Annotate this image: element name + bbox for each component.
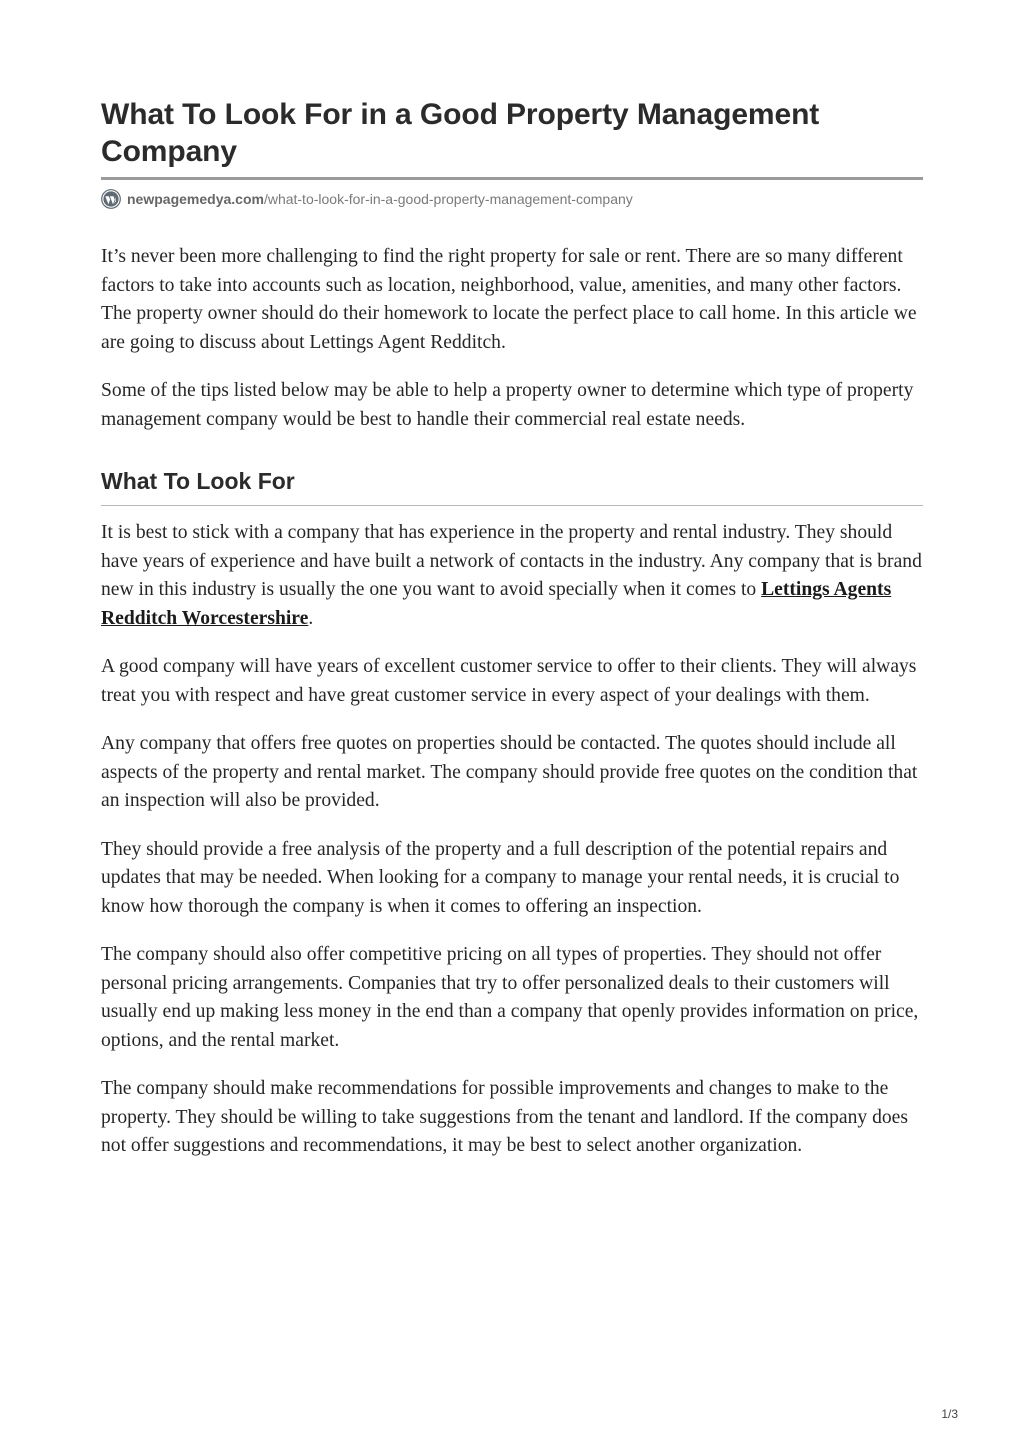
lettings-agents-link[interactable]: Lettings Agents Redditch Worcestershire [101,579,892,629]
section-paragraph-2: A good company will have years of excellent customer service to offer to their clients. They will always treat you with respect and have great customer service in every aspect of your dealings with them. [101,656,917,706]
section-divider [101,505,923,506]
section-paragraph-1 [101,519,923,633]
section-heading: What To Look For [101,468,295,494]
article [101,96,923,1181]
source-line [101,189,923,209]
page-number: 1/3 [941,1407,958,1421]
article-title: What To Look For in a Good Property Management Company [101,98,820,168]
paragraph-text: It is best to stick with a company that has experience in the property and rental industry. They should have years of experience and have built a network of contacts in the industry. Any company that is brand new in this industry is usually the one you want to avoid specially when it comes to [101,522,922,600]
title-divider [101,177,923,180]
section-paragraph-5: The company should also offer competitive pricing on all types of properties. They should not offer personal pricing arrangements. Companies that try to offer personalized deals to their customers will usually end up making less money in the end than a company that openly provides information on price, options, and the rental market. [101,944,919,1051]
source-path[interactable]: /what-to-look-for-in-a-good-property-management-company [263,191,633,207]
section-paragraph-4: They should provide a free analysis of the property and a full description of the potential repairs and updates that may be needed. When looking for a company to manage your rental needs, it is crucial to know how thorough the company is when it comes to offering an inspection. [101,838,900,917]
wordpress-icon [101,189,121,209]
section-paragraph-6: The company should make recommendations for possible improvements and changes to make to the property. They should be willing to take suggestions from the tenant and landlord. If the company does not offer suggestions and recommendations, it may be best to select another organization. [101,1078,908,1156]
intro-paragraph-1: It’s never been more challenging to find the right property for sale or rent. There are so many different factors to take into accounts such as location, neighborhood, value, amenities, and many other factors. The property owner should do their homework to locate the perfect place to call home. In this article we are going to discuss about Lettings Agent Redditch. [101,246,917,353]
source-domain[interactable]: newpagemedya.com [127,191,264,207]
section-paragraph-3: Any company that offers free quotes on properties should be contacted. The quotes should include all aspects of the property and rental market. The company should provide free quotes on the condition that an inspection will also be provided. [101,733,918,811]
intro-paragraph-2: Some of the tips listed below may be able to help a property owner to determine which type of property management company would be best to handle their commercial real estate needs. [101,380,914,430]
paragraph-text-end: . [308,607,314,629]
